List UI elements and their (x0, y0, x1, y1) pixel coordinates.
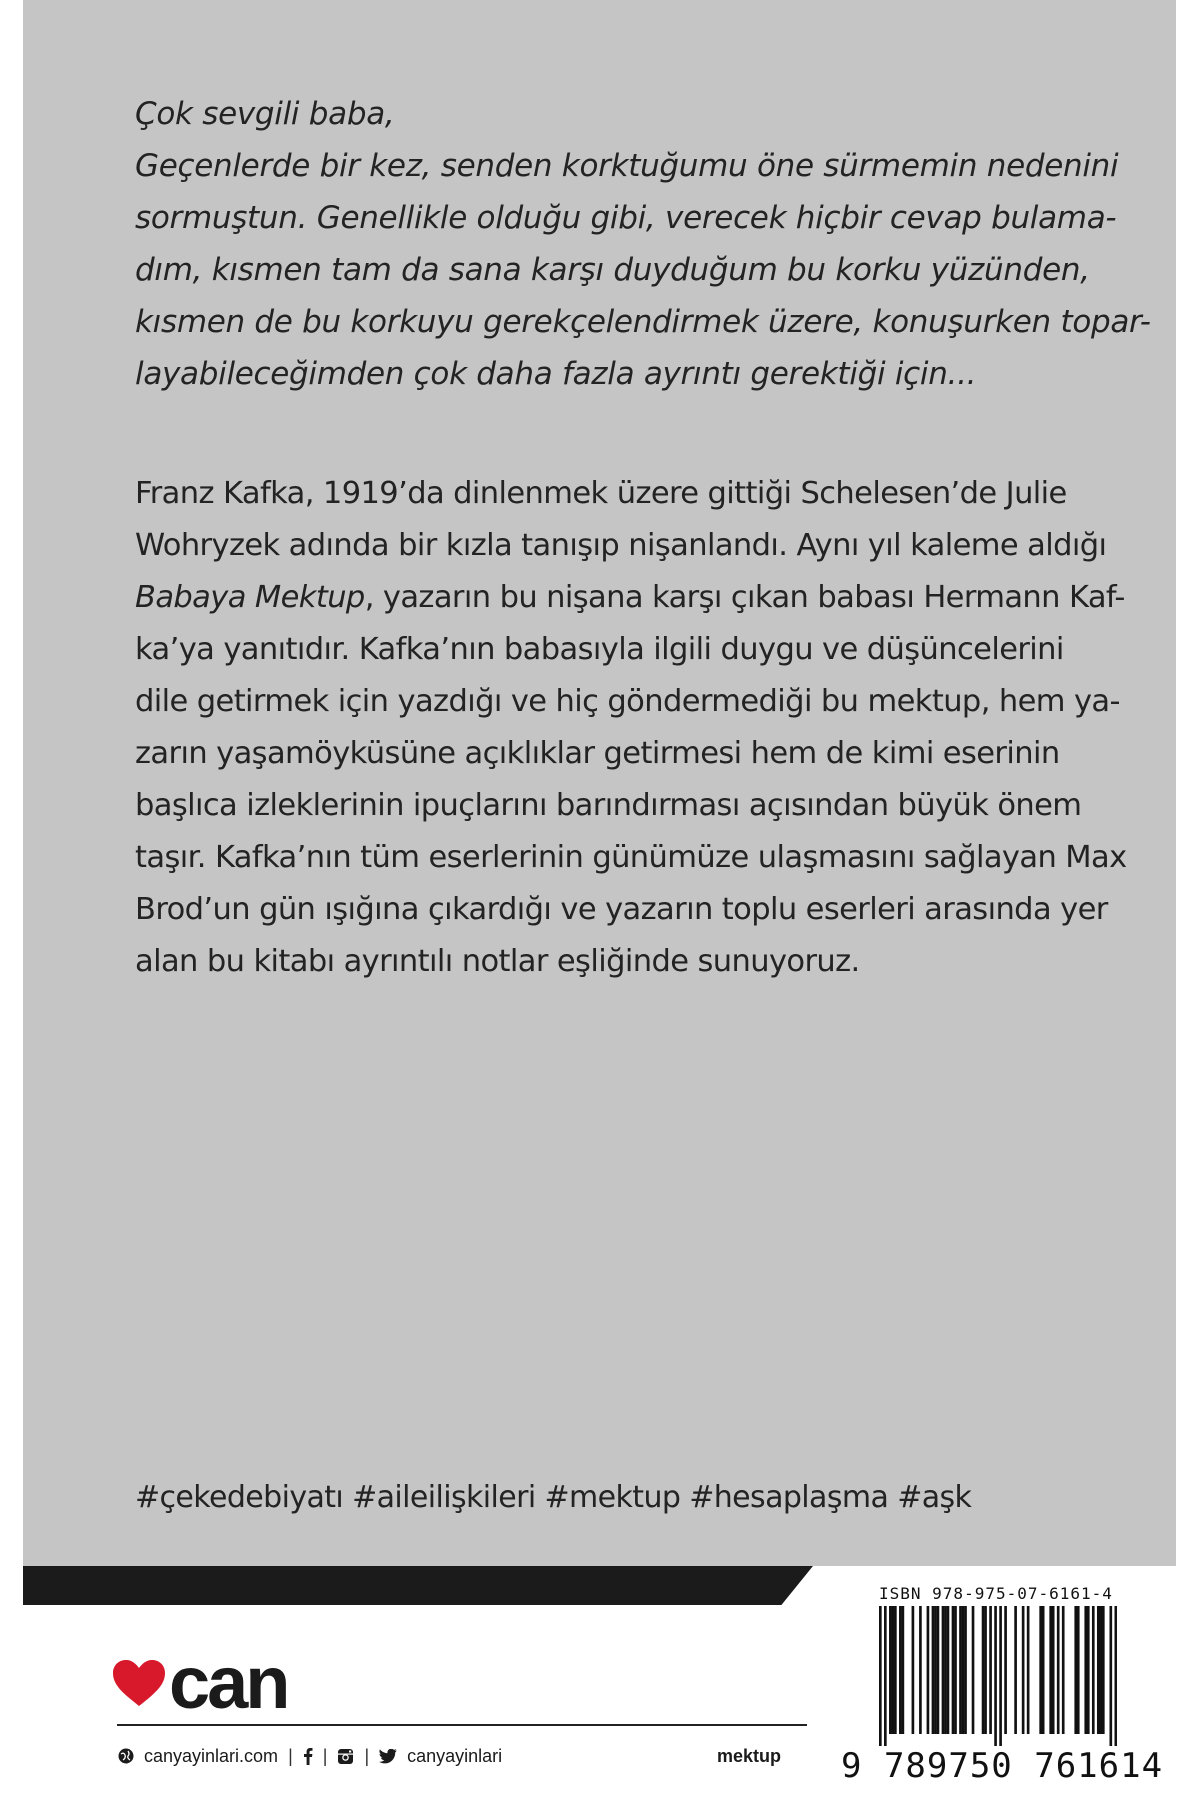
barcode-bar (884, 1606, 887, 1746)
publisher-logo (111, 1641, 288, 1724)
barcode-bar (892, 1606, 895, 1734)
barcode-bar (1022, 1606, 1025, 1734)
blurb-line: başlıca izleklerinin ipuçlarını barındırması açısından büyük önem (135, 788, 1082, 823)
barcode-bar (1049, 1606, 1052, 1734)
instagram-icon[interactable] (337, 1748, 354, 1765)
barcode-bar (894, 1606, 897, 1734)
barcode-bar (944, 1606, 947, 1734)
logo-text: can (169, 1641, 288, 1724)
divider (117, 1724, 807, 1726)
barcode-bar (1027, 1606, 1030, 1734)
barcode-bar (947, 1606, 950, 1734)
barcode-bar (962, 1606, 965, 1734)
barcode-bar (902, 1606, 905, 1734)
barcode-bar (1099, 1606, 1102, 1734)
barcode-bar (1014, 1606, 1017, 1734)
separator: | (322, 1745, 328, 1766)
letter-line: kısmen de bu korkuyu gerekçelendirmek üzere, konuşurken topar- (135, 304, 1151, 340)
blurb-line: taşır. Kafka’nın tüm eserlerinin günümüze ulaşmasını sağlayan Max (135, 840, 1127, 875)
letter-line: dım, kısmen tam da sana karşı duyduğum bu korku yüzünden, (135, 252, 1090, 288)
blurb-line (135, 572, 1125, 624)
barcode-bar (954, 1606, 957, 1734)
barcode-digits: 9 789750 761614 (841, 1746, 1164, 1786)
barcode-bar (952, 1606, 955, 1734)
website-link[interactable]: canyayinlari.com (144, 1745, 279, 1766)
separator: | (288, 1745, 293, 1766)
twitter-handle[interactable]: canyayinlari (407, 1745, 503, 1766)
blurb-line: Brod’un gün ışığına çıkardığı ve yazarın toplu eserleri arasında yer (135, 892, 1108, 927)
barcode-bars (879, 1606, 1117, 1746)
blurb-line: Franz Kafka, 1919’da dinlenmek üzere gittiği Schelesen’de Julie (135, 476, 1067, 511)
blurb-line: dile getirmek için yazdığı ve hiç göndermediği bu mektup, hem ya- (135, 684, 1120, 719)
facebook-icon[interactable] (303, 1747, 313, 1765)
separator: | (364, 1745, 370, 1766)
barcode-bar (972, 1606, 975, 1734)
barcode-bar (937, 1606, 940, 1734)
barcode-bar (932, 1606, 935, 1734)
letter-excerpt (135, 88, 1151, 400)
globe-icon (118, 1748, 134, 1764)
barcode-bar (1109, 1606, 1112, 1746)
barcode-bar (1062, 1606, 1065, 1734)
barcode-bar (964, 1606, 967, 1734)
barcode-bar (1097, 1606, 1100, 1734)
barcode-bar (879, 1606, 882, 1746)
barcode-bar (942, 1606, 945, 1734)
barcode-bar (1074, 1606, 1077, 1734)
barcode-bar (1114, 1606, 1117, 1746)
barcode-bar (1087, 1606, 1090, 1734)
barcode-bar (1084, 1606, 1087, 1734)
barcode-bar (984, 1606, 987, 1734)
barcode (841, 1584, 1164, 1788)
barcode-bar (994, 1606, 997, 1746)
barcode-bar (912, 1606, 915, 1734)
barcode-bar (1092, 1606, 1095, 1734)
barcode-bar (899, 1606, 902, 1734)
back-cover (23, 0, 1176, 1800)
barcode-bar (1077, 1606, 1080, 1734)
letter-line: sormuştun. Genellikle olduğu gibi, verecek hiçbir cevap bulama- (135, 200, 1117, 236)
letter-line: Çok sevgili baba, (135, 96, 395, 132)
barcode-bar (1102, 1606, 1105, 1734)
blurb-line: Wohryzek adında bir kızla tanışıp nişanlandı. Aynı yıl kaleme aldığı (135, 528, 1107, 563)
blurb-line-rest: , yazarın bu nişana karşı çıkan babası Hermann Kaf- (364, 580, 1125, 615)
barcode-bar (919, 1606, 922, 1734)
isbn-text: ISBN 978-975-07-6161-4 (879, 1584, 1113, 1603)
barcode-bar (982, 1606, 985, 1734)
black-band (23, 1566, 813, 1605)
twitter-icon[interactable] (379, 1749, 397, 1764)
letter-line: layabileceğimden çok daha fazla ayrıntı gerektiği için... (135, 356, 977, 392)
barcode-bar (934, 1606, 937, 1734)
social-links (118, 1744, 502, 1768)
category-label: mektup (717, 1746, 782, 1766)
letter-line: Geçenlerde bir kez, senden korktuğumu öne sürmemin nedenini (135, 148, 1119, 184)
barcode-bar (999, 1606, 1002, 1746)
barcode-bar (1057, 1606, 1060, 1734)
barcode-bar (927, 1606, 930, 1734)
barcode-bar (1004, 1606, 1007, 1734)
barcode-bar (1052, 1606, 1055, 1734)
book-blurb (135, 468, 1127, 988)
barcode-bar (959, 1606, 962, 1734)
blurb-line: ka’ya yanıtıdır. Kafka’nın babasıyla ilgili duygu ve düşüncelerini (135, 632, 1064, 667)
footer-panel (23, 1566, 1176, 1800)
barcode-bar (1039, 1606, 1042, 1734)
barcode-bar (889, 1606, 892, 1734)
heart-icon (111, 1658, 167, 1708)
barcode-bar (989, 1606, 992, 1734)
barcode-bar (1042, 1606, 1045, 1734)
hashtags: #çekedebiyatı #aileilişkileri #mektup #hesaplaşma #aşk (135, 1480, 972, 1515)
blurb-line: zarın yaşamöyküsüne açıklıklar getirmesi hem de kimi eserinin (135, 736, 1060, 771)
blurb-line: alan bu kitabı ayrıntılı notlar eşliğinde sunuyoruz. (135, 944, 860, 979)
book-title: Babaya Mektup (135, 580, 365, 615)
